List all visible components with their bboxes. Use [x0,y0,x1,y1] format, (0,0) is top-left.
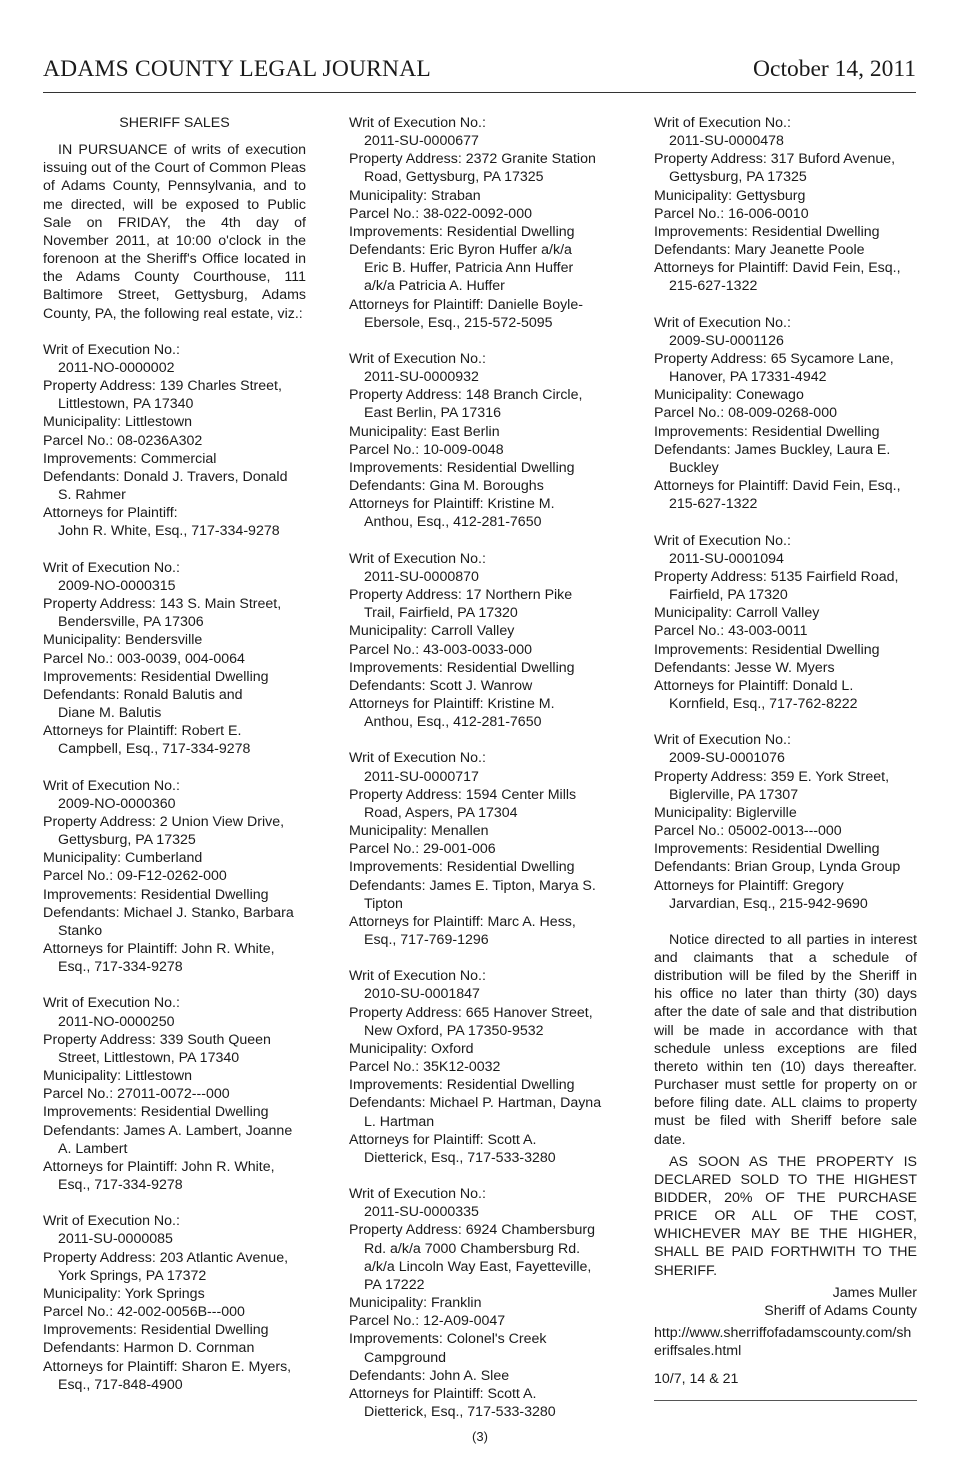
column-1 [43,114,306,1394]
entry-line: Parcel No.: 12-A09-0047 [349,1313,506,1330]
entry-line: Esq., 717-334-9278 [58,959,183,976]
entry-line: Parcel No.: 10-009-0048 [349,441,504,458]
writ-label: Writ of Execution No.: [654,115,791,131]
writ-number: 2011-SU-0000335 [364,1204,479,1221]
entry-line: Defendants: Mary Jeanette Poole [654,242,865,259]
entry-line: Bendersville, PA 17306 [58,614,204,631]
entry-line: Property Address: 317 Buford Avenue, [654,151,896,168]
entry-line: Property Address: 1594 Center Mills [349,786,577,803]
writ-number: 2011-NO-0000250 [58,1013,175,1030]
entry-line: Defendants: Eric Byron Huffer a/k/a [349,242,572,259]
entries-col3 [654,114,917,913]
entry-line: Improvements: Residential Dwelling [654,841,880,858]
entry-line: Tipton [364,895,403,912]
entry-line: Campground [364,1349,447,1366]
entry-line: Property Address: 139 Charles Street, [43,378,282,395]
entry-line: Attorneys for Plaintiff: Kristine M. [349,496,555,513]
entry-line: Improvements: Residential Dwelling [349,459,575,476]
writ-number: 2011-SU-0000932 [364,369,479,386]
entry-line: Municipality: Carroll Valley [654,605,820,622]
entry-line: Parcel No.: 27011-0072---000 [43,1086,230,1103]
entry-line: Littlestown, PA 17340 [58,396,194,413]
entry-line: S. Rahmer [58,487,126,504]
entry-line: Property Address: 203 Atlantic Avenue, [43,1249,289,1266]
entry-line: Improvements: Residential Dwelling [349,659,575,676]
entry-line: Attorneys for Plaintiff: [43,505,178,522]
entry-line: Defendants: Michael J. Stanko, Barbara [43,904,294,921]
entry-line: Property Address: 665 Hanover Street, [349,1004,593,1021]
entry-line: Attorneys for Plaintiff: Scott A. [349,1131,537,1148]
issue-date: October 14, 2011 [753,56,916,82]
entry-line: Parcel No.: 08-0236A302 [43,432,203,449]
entries-col2 [349,114,612,1421]
entry-line: Anthou, Esq., 412-281-7650 [364,714,542,731]
entry-line: Stanko [58,922,103,939]
entry-line: Ebersole, Esq., 215-572-5095 [364,314,553,331]
sale-entry [349,550,612,732]
entry-line: 215-627-1322 [669,278,758,295]
entry-line: Property Address: 5135 Fairfield Road, [654,568,899,585]
writ-label: Writ of Execution No.: [654,532,791,549]
sheriff-name: James Muller [832,1284,917,1301]
entry-line: Municipality: Conewago [654,387,804,404]
entry-line: Campbell, Esq., 717-334-9278 [58,741,251,758]
entry-line: Parcel No.: 43-003-0011 [654,623,808,640]
writ-number: 2010-SU-0001847 [364,986,480,1003]
entry-line: Municipality: Littlestown [43,1068,193,1085]
entry-line: Diane M. Balutis [58,704,162,721]
entry-line: Jarvardian, Esq., 215-942-9690 [669,895,868,912]
entry-line: Municipality: Biglerville [654,804,797,821]
entry-line: Property Address: 339 South Queen [43,1031,271,1048]
entry-line: a/k/a Patricia A. Huffer [364,278,505,295]
entry-line: Trail, Fairfield, PA 17320 [364,605,518,622]
entry-line: Improvements: Colonel's Creek [349,1331,547,1348]
entry-line: York Springs, PA 17372 [58,1267,207,1284]
entry-line: Parcel No.: 42-002-0056B---000 [43,1304,245,1321]
entry-line: Hanover, PA 17331-4942 [669,369,827,386]
sale-entry [654,114,917,296]
entry-line: Property Address: 65 Sycamore Lane, [654,351,894,368]
entry-line: Property Address: 359 E. York Street, [654,768,890,785]
entry-line: Municipality: Bendersville [43,632,203,649]
column-3 [654,114,917,1401]
entry-line: Attorneys for Plaintiff: Danielle Boyle- [349,296,583,313]
writ-label: Writ of Execution No.: [43,777,180,794]
writ-number: 2009-NO-0000315 [58,577,176,594]
sale-entry [43,559,306,759]
entry-line: Improvements: Residential Dwelling [654,641,880,658]
sale-entry [43,994,306,1194]
entry-line: Rd. a/k/a 7000 Chambersburg Rd. [364,1240,581,1257]
entry-line: Municipality: Carroll Valley [349,623,515,640]
entry-line: Property Address: 17 Northern Pike [349,587,573,604]
entry-line: Improvements: Residential Dwelling [654,223,880,240]
entry-line: Municipality: Cumberland [43,850,203,867]
entry-line: Improvements: Residential Dwelling [43,886,269,903]
entry-line: Defendants: Brian Group, Lynda Group [654,859,901,876]
writ-label: Writ of Execution No.: [349,968,486,985]
writ-label: Writ of Execution No.: [349,550,486,567]
entry-line: Parcel No.: 08-009-0268-000 [654,405,837,422]
distribution-notice: Notice directed to all parties in interest and claimants that a schedule of distribution will be filed by the Sheriff in his office no later than thirty (30) days after the date of sale and that distribution will be made in accordance with that schedule unless exceptions are filed thereto within ten (10) days thereafter. Purchaser must settle for property on or before filing date. ALL claims to property must be filed with Sheriff before sale date. [654,931,917,1148]
writ-label: Writ of Execution No.: [654,314,791,331]
entry-line: Parcel No.: 38-022-0092-000 [349,205,532,222]
entries-col1 [43,341,306,1394]
writ-label: Writ of Execution No.: [349,115,486,131]
writ-number: 2011-SU-0000677 [364,133,479,150]
entry-line: L. Hartman [364,1113,435,1130]
entry-line: Defendants: James E. Tipton, Marya S. [349,877,596,894]
entry-line: Improvements: Residential Dwelling [43,1322,269,1339]
entry-line: Biglerville, PA 17307 [669,786,799,803]
sale-entry [43,777,306,977]
page-number: (3) [472,1429,488,1444]
entry-line: Property Address: 6924 Chambersburg [349,1222,596,1239]
entry-line: Attorneys for Plaintiff: Donald L. [654,677,854,694]
writ-number: 2009-NO-0000360 [58,795,176,812]
entry-line: Improvements: Residential Dwelling [349,859,575,876]
entry-line: Esq., 717-769-1296 [364,931,489,948]
entry-line: Dietterick, Esq., 717-533-3280 [364,1404,556,1421]
entry-line: 215-627-1322 [669,496,758,513]
sale-entry [349,1185,612,1421]
entry-line: John R. White, Esq., 717-334-9278 [58,523,280,540]
writ-label: Writ of Execution No.: [349,750,486,767]
sale-entry [349,114,612,332]
entry-line: Attorneys for Plaintiff: Scott A. [349,1385,537,1402]
writ-number: 2011-SU-0000870 [364,568,479,585]
entry-line: Dietterick, Esq., 717-533-3280 [364,1149,556,1166]
entry-line: Property Address: 2372 Granite Station [349,151,596,168]
writ-label: Writ of Execution No.: [43,1213,180,1230]
entry-line: Parcel No.: 09-F12-0262-000 [43,868,227,885]
entry-line: Defendants: Scott J. Wanrow [349,677,533,694]
entry-line: Anthou, Esq., 412-281-7650 [364,514,542,531]
entry-line: Municipality: Franklin [349,1295,482,1312]
sale-entry [654,314,917,514]
entry-line: Municipality: York Springs [43,1285,205,1302]
writ-number: 2011-SU-0001094 [669,550,784,567]
entry-line: Fairfield, PA 17320 [669,587,788,604]
entry-line: Municipality: Oxford [349,1040,474,1057]
sale-entry [349,350,612,532]
entry-line: Municipality: Menallen [349,823,489,840]
writ-label: Writ of Execution No.: [654,732,791,749]
entry-line: Gettysburg, PA 17325 [669,169,807,186]
entry-line: Esq., 717-848-4900 [58,1376,183,1393]
entry-line: Parcel No.: 29-001-006 [349,841,496,858]
entry-line: PA 17222 [364,1276,425,1293]
entry-line: Esq., 717-334-9278 [58,1177,183,1193]
intro-paragraph: IN PURSUANCE of writs of execution issuing out of the Court of Common Pleas of Adams County, Pennsylvania, and to me directed, will be exposed to Public Sale on FRIDAY, the 4th day of November 2011, at 10:00 o'clock in the forenoon at the Sheriff's Office located in the Adams County Courthouse, 111 Baltimore Street, Gettysburg, Adams County, PA, the following real estate, viz.: [43,142,306,322]
entry-line: Municipality: East Berlin [349,423,500,440]
writ-number: 2011-SU-0000717 [364,768,479,785]
writ-number: 2009-SU-0001076 [669,750,785,767]
entry-line: East Berlin, PA 17316 [364,405,501,422]
sale-entry [654,731,917,913]
section-heading: SHERIFF SALES [119,115,230,131]
entry-line: Parcel No.: 16-006-0010 [654,205,809,222]
writ-label: Writ of Execution No.: [349,351,486,368]
writ-label: Writ of Execution No.: [349,1186,486,1203]
writ-label: Writ of Execution No.: [43,559,180,576]
entry-line: Attorneys for Plaintiff: John R. White, [43,1158,275,1175]
entry-line: Municipality: Gettysburg [654,187,806,204]
entry-line: Defendants: Jesse W. Myers [654,659,835,676]
writ-number: 2009-SU-0001126 [669,332,784,349]
entry-line: Improvements: Residential Dwelling [349,1077,575,1094]
entry-line: Attorneys for Plaintiff: Marc A. Hess, [349,913,576,930]
entry-line: Improvements: Residential Dwelling [43,1104,269,1121]
entry-line: Property Address: 143 S. Main Street, [43,596,282,613]
entry-line: Improvements: Residential Dwelling [654,423,880,440]
entry-line: Street, Littlestown, PA 17340 [58,1049,240,1066]
writ-number: 2011-NO-0000002 [58,360,175,377]
entry-line: Parcel No.: 35K12-0032 [349,1059,501,1076]
entry-line: Improvements: Commercial [43,450,217,467]
entry-line: Attorneys for Plaintiff: Gregory [654,877,844,894]
journal-title: ADAMS COUNTY LEGAL JOURNAL [43,56,431,82]
entry-line: Parcel No.: 003-0039, 004-0064 [43,650,245,667]
entry-line: Gettysburg, PA 17325 [58,832,196,849]
header-rule [43,92,916,93]
entry-line: Parcel No.: 05002-0013---000 [654,823,842,840]
sheriff-sales-link[interactable]: http://www.sherriffofadamscounty.com/sheriffsales.html [654,1325,912,1360]
entry-line: Defendants: James A. Lambert, Joanne [43,1122,293,1139]
entry-line: Property Address: 148 Branch Circle, [349,387,583,404]
writ-label: Writ of Execution No.: [43,341,180,358]
entry-line: a/k/a Lincoln Way East, Fayetteville, [364,1258,592,1275]
entry-line: Attorneys for Plaintiff: Robert E. [43,723,242,740]
entry-line: Improvements: Residential Dwelling [349,223,575,240]
sale-entry [43,1212,306,1394]
entry-line: Defendants: Gina M. Boroughs [349,478,544,495]
entry-line: Eric B. Huffer, Patricia Ann Huffer [364,260,574,277]
entry-line: New Oxford, PA 17350-9532 [364,1022,544,1039]
entry-line: Buckley [669,459,719,476]
entry-line: Municipality: Littlestown [43,414,193,431]
entry-line: Defendants: Donald J. Travers, Donald [43,468,288,485]
sale-entry [654,532,917,714]
entry-line: Defendants: Ronald Balutis and [43,686,243,703]
end-rule [654,1400,917,1401]
writ-label: Writ of Execution No.: [43,995,180,1012]
entry-line: Defendants: James Buckley, Laura E. [654,441,891,458]
sale-entry [349,967,612,1167]
entry-line: Attorneys for Plaintiff: Kristine M. [349,695,555,712]
entry-line: Road, Aspers, PA 17304 [364,804,518,821]
purchase-notice: AS SOON AS THE PROPERTY IS DECLARED SOLD TO THE HIGHEST BIDDER, 20% OF THE PURCHASE PRICE OR ALL OF THE COST, WHICHEVER MAY BE THE HIGHER, SHALL BE PAID FORTHWITH TO THE SHERIFF. [654,1153,917,1279]
entry-line: Attorneys for Plaintiff: David Fein, Esq., [654,478,901,495]
entry-line: Attorneys for Plaintiff: John R. White, [43,940,275,957]
entry-line: Property Address: 2 Union View Drive, [43,813,285,830]
entry-line: Road, Gettysburg, PA 17325 [364,169,544,186]
entry-line: Defendants: John A. Slee [349,1367,510,1384]
column-2 [349,114,612,1421]
entry-line: Improvements: Residential Dwelling [43,668,269,685]
writ-number: 2011-SU-0000085 [58,1231,173,1248]
sale-entry [349,749,612,949]
entry-line: Municipality: Straban [349,187,481,204]
writ-number: 2011-SU-0000478 [669,133,784,150]
publication-dates: 10/7, 14 & 21 [654,1371,739,1388]
entry-line: Attorneys for Plaintiff: David Fein, Esq., [654,260,901,277]
sale-entry [43,341,306,541]
entry-line: Parcel No.: 43-003-0033-000 [349,641,532,658]
entry-line: Kornfield, Esq., 717-762-8222 [669,695,858,712]
sheriff-title: Sheriff of Adams County [764,1302,917,1319]
entry-line: Defendants: Harmon D. Cornman [43,1340,255,1357]
entry-line: A. Lambert [58,1140,128,1157]
entry-line: Defendants: Michael P. Hartman, Dayna [349,1095,602,1112]
entry-line: Attorneys for Plaintiff: Sharon E. Myers, [43,1358,292,1375]
